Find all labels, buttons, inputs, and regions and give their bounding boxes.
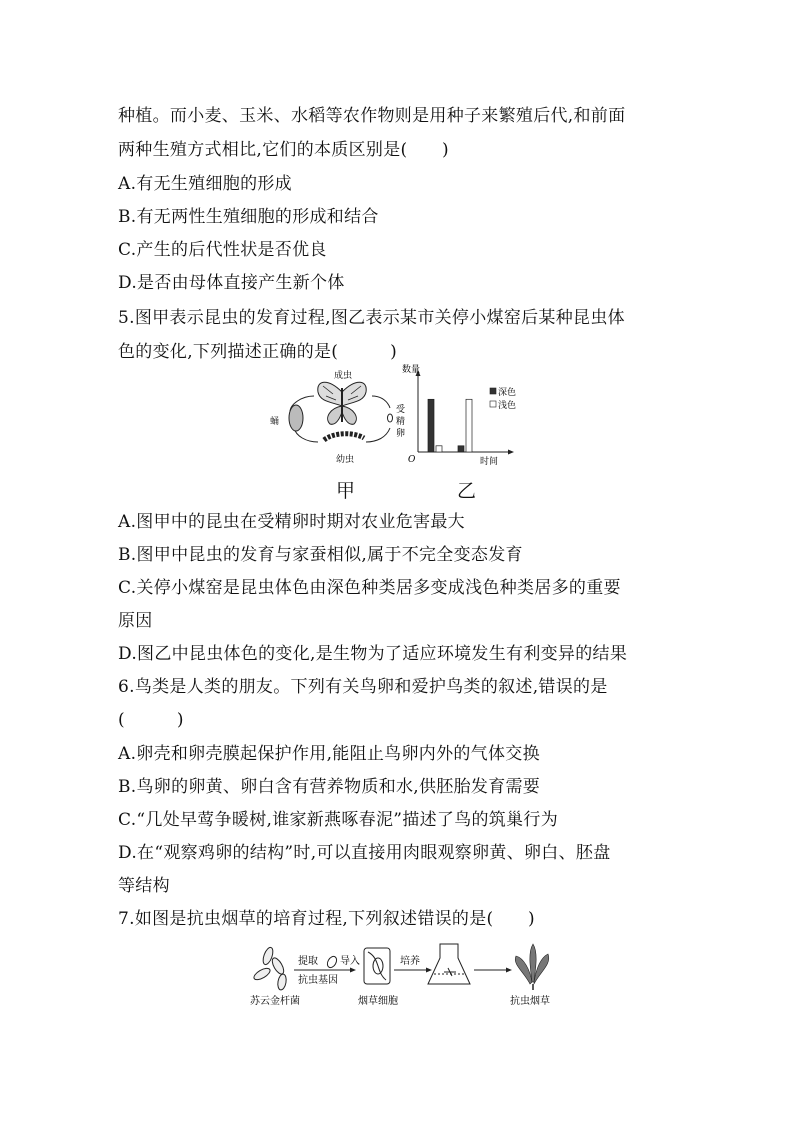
q6-option-a: A.卵壳和卵壳膜起保护作用,能阻止鸟卵内外的气体交换 — [118, 744, 540, 764]
pupa-icon — [289, 405, 303, 431]
q6-option-c: C.“几处早莺争暖树,谁家新燕啄春泥”描述了鸟的筑巢行为 — [118, 810, 558, 830]
q5-option-a: A.图甲中的昆虫在受精卵时期对农业危害最大 — [118, 512, 465, 532]
tobacco-plant-icon — [515, 944, 549, 990]
gene-icon — [326, 955, 339, 969]
q5-option-c-line-1: C.关停小煤窑是昆虫体色由深色种类居多变成浅色种类居多的重要 — [118, 578, 621, 598]
label-cell: 烟草细胞 — [358, 996, 398, 1007]
label-egg-1: 受 — [396, 405, 406, 415]
q5-option-d: D.图乙中昆虫体色的变化,是生物为了适应环境发生有利变异的结果 — [118, 644, 628, 664]
origin-label: O — [408, 455, 416, 465]
egg-icon — [388, 414, 393, 422]
text-line-2: 两种生殖方式相比,它们的本质区别是( ) — [118, 140, 449, 160]
figure-jia-insect-cycle — [268, 366, 416, 472]
label-import: 导入 — [340, 956, 360, 967]
caption-yi: 乙 — [457, 480, 477, 502]
y-axis-label: 数量 — [402, 365, 421, 375]
option-d: D.是否由母体直接产生新个体 — [118, 273, 345, 293]
bar-dark-1 — [428, 399, 434, 452]
bar-dark-2 — [458, 446, 464, 452]
label-plant: 抗虫烟草 — [510, 996, 550, 1007]
label-egg-3: 卵 — [396, 429, 406, 439]
option-c: C.产生的后代性状是否优良 — [118, 240, 327, 260]
bar-light-2 — [466, 399, 472, 452]
question-6-line-1: 6.鸟类是人类的朋友。下列有关鸟卵和爱护鸟类的叙述,错误的是 — [118, 677, 608, 697]
bacteria-icon — [252, 946, 287, 990]
label-pupa: 蛹 — [270, 417, 280, 427]
option-a: A.有无生殖细胞的形成 — [118, 174, 292, 194]
figure-7-tobacco-process — [248, 942, 558, 1014]
legend-swatch-dark — [490, 388, 496, 394]
x-axis-label: 时间 — [480, 457, 499, 467]
question-5-line-2: 色的变化,下列描述正确的是( ) — [118, 342, 398, 362]
option-b: B.有无两性生殖细胞的形成和结合 — [118, 207, 379, 227]
question-5-line-1: 5.图甲表示昆虫的发育过程,图乙表示某市关停小煤窑后某种昆虫体 — [118, 308, 625, 328]
question-6-line-2: ( ) — [118, 710, 184, 730]
q5-option-b: B.图甲中昆虫的发育与家蚕相似,属于不完全变态发育 — [118, 545, 523, 565]
text-line-1: 种植。而小麦、玉米、水稻等农作物则是用种子来繁殖后代,和前面 — [118, 106, 626, 126]
label-adult: 成虫 — [334, 371, 353, 381]
tobacco-cell-icon — [364, 948, 390, 984]
label-bacteria: 苏云金杆菌 — [250, 996, 300, 1007]
q5-option-c-line-2: 原因 — [118, 611, 153, 631]
q6-option-d-line-2: 等结构 — [118, 876, 170, 896]
q6-option-b: B.鸟卵的卵黄、卵白含有营养物质和水,供胚胎发育需要 — [118, 777, 541, 797]
bar-light-1 — [436, 446, 442, 452]
culture-flask-icon — [428, 944, 470, 984]
question-7: 7.如图是抗虫烟草的培育过程,下列叙述错误的是( ) — [118, 909, 535, 929]
label-egg-2: 精 — [396, 417, 406, 427]
label-culture: 培养 — [400, 956, 420, 967]
figure-yi-bar-chart — [400, 362, 530, 470]
legend-swatch-light — [490, 401, 496, 407]
butterfly-icon — [318, 382, 366, 424]
caption-jia: 甲 — [336, 480, 356, 502]
legend-label-light: 浅色 — [498, 401, 517, 411]
label-gene: 抗虫基因 — [298, 975, 338, 986]
label-extract: 提取 — [298, 956, 318, 967]
q6-option-d-line-1: D.在“观察鸡卵的结构”时,可以直接用肉眼观察卵黄、卵白、胚盘 — [118, 843, 611, 863]
label-larva: 幼虫 — [336, 455, 355, 465]
larva-icon — [324, 434, 364, 440]
legend-label-dark: 深色 — [498, 388, 517, 398]
